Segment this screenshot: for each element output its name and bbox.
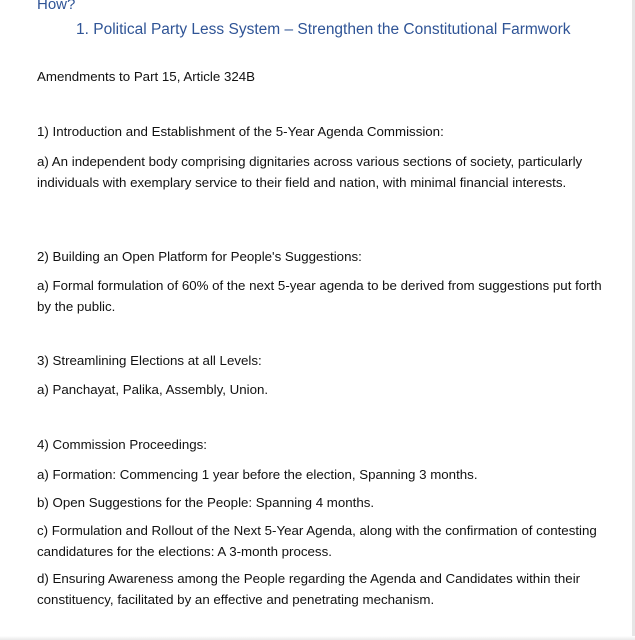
section-4-item-b: b) Open Suggestions for the People: Spanning 4 months. (37, 495, 375, 510)
amendment-line: Amendments to Part 15, Article 324B (37, 69, 256, 84)
section-heading: 1. Political Party Less System – Strengthen the Constitutional Farmwork (76, 21, 571, 38)
section-2-title: 2) Building an Open Platform for People's Suggestions: (37, 249, 362, 264)
how-label: How? (37, 0, 76, 13)
section-3-item-a: a) Panchayat, Palika, Assembly, Union. (37, 382, 269, 397)
section-3-title: 3) Streamlining Elections at all Levels: (37, 353, 262, 368)
section-4-item-c: c) Formulation and Rollout of the Next 5-Year Agenda, along with the confirmation of contesting candidatures for the elections: A 3-month process. (37, 523, 597, 559)
section-1-title: 1) Introduction and Establishment of the 5-Year Agenda Commission: (37, 124, 444, 139)
page-edge-bottom (0, 636, 635, 640)
section-4-item-d: d) Ensuring Awareness among the People regarding the Agenda and Candidates within their constituency, facilitated by an effective and penetrating mechanism. (37, 571, 581, 607)
section-1-item-a: a) An independent body comprising dignitaries across various sections of society, particularly individuals with exemplary service to their field and nation, with minimal financial interests. (37, 154, 583, 190)
section-2-item-a: a) Formal formulation of 60% of the next 5-year agenda to be derived from suggestions put forth by the public. (37, 278, 602, 314)
section-4-item-a: a) Formation: Commencing 1 year before the election, Spanning 3 months. (37, 467, 478, 482)
section-4-title: 4) Commission Proceedings: (37, 437, 207, 452)
